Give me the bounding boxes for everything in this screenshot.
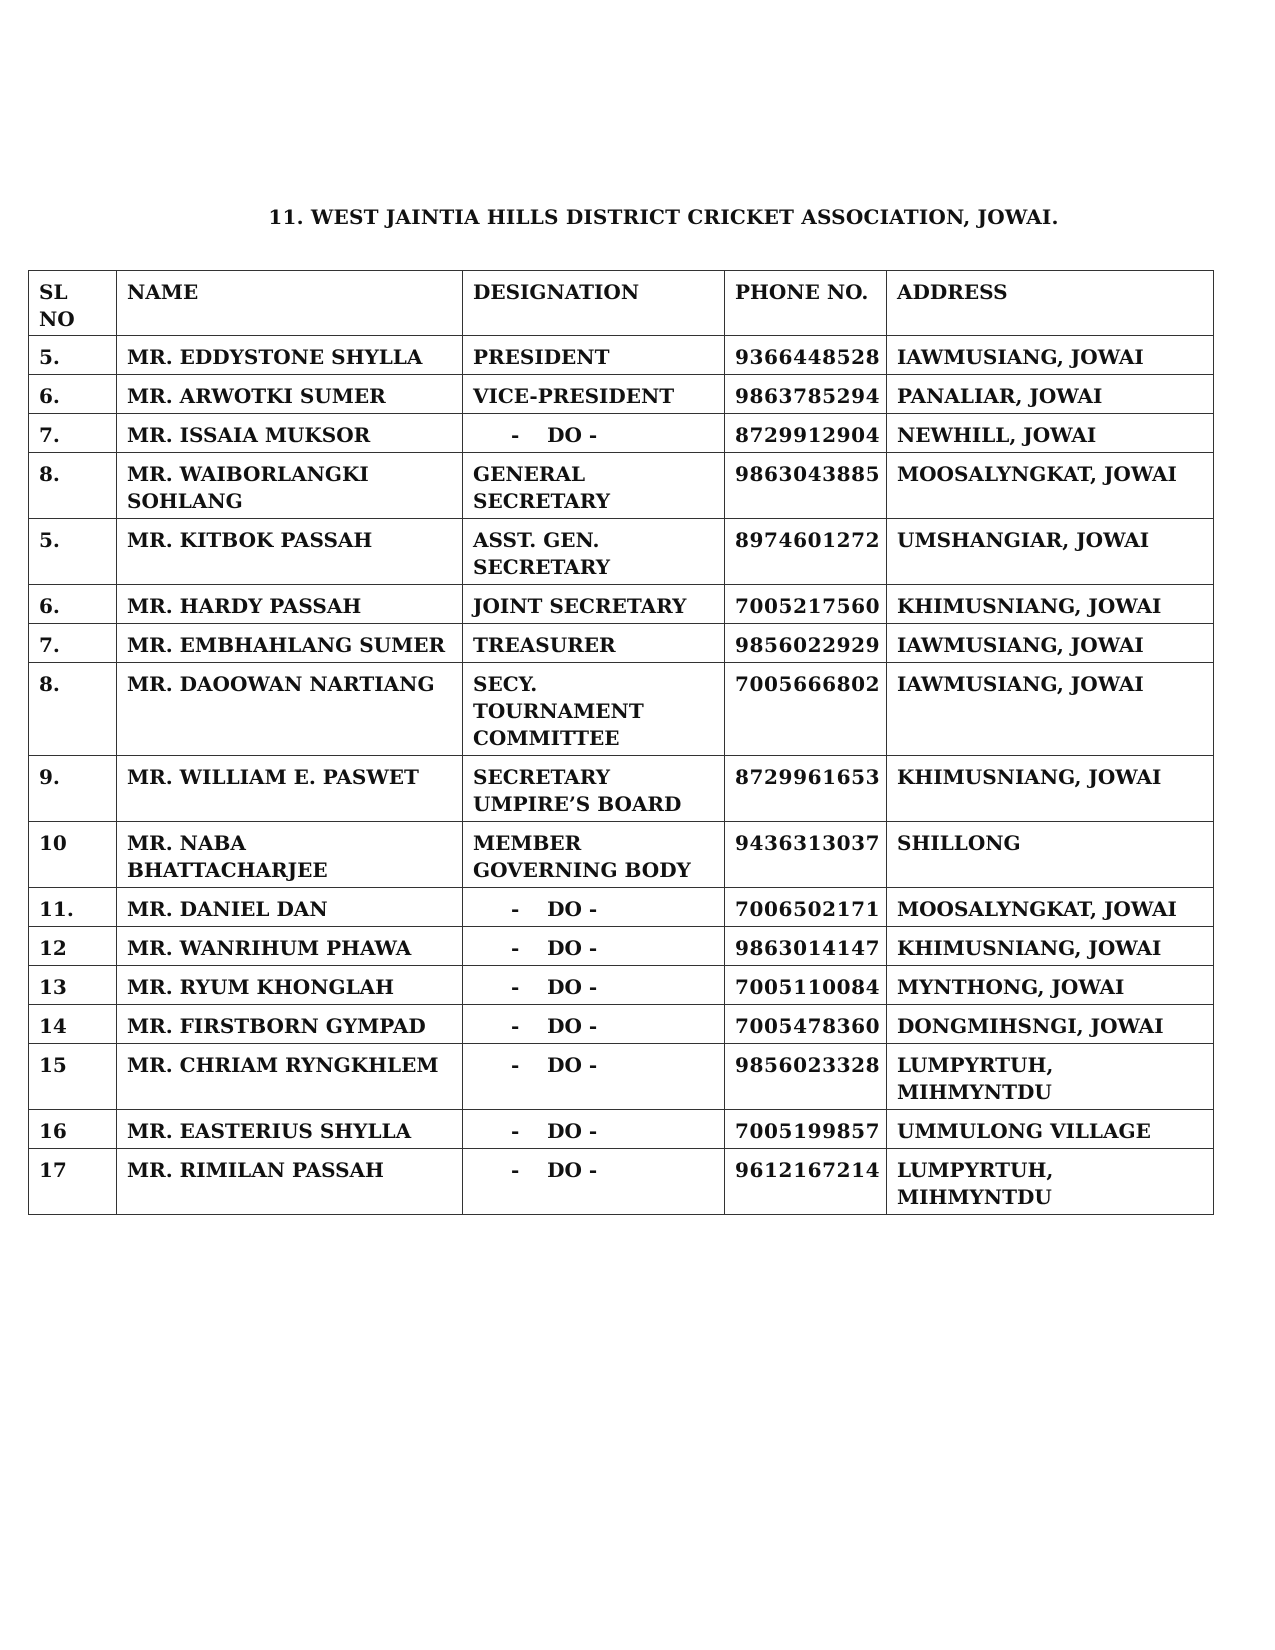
designation-cell: JOINT SECRETARY — [463, 585, 725, 624]
designation-cell: TREASURER — [463, 624, 725, 663]
ditto-mark: - DO - — [511, 1053, 598, 1077]
table-row — [29, 1149, 1214, 1215]
phone-cell: 9366448528 — [725, 336, 887, 375]
phone-cell: 7005110084 — [725, 966, 887, 1005]
address-cell: UMMULONG VILLAGE — [887, 1110, 1214, 1149]
designation-cell: GENERAL SECRETARY — [463, 453, 725, 519]
address-cell: IAWMUSIANG, JOWAI — [887, 336, 1214, 375]
address-cell: MOOSALYNGKAT, JOWAI — [887, 888, 1214, 927]
sl-no-cell: 8. — [29, 453, 117, 519]
designation-cell: SECRETARY UMPIRE’S BOARD — [463, 756, 725, 822]
address-cell: KHIMUSNIANG, JOWAI — [887, 756, 1214, 822]
name-cell: MR. EASTERIUS SHYLLA — [117, 1110, 463, 1149]
address-cell: SHILLONG — [887, 822, 1214, 888]
designation-cell — [463, 1005, 725, 1044]
table-row — [29, 519, 1214, 585]
sl-no-cell: 5. — [29, 336, 117, 375]
table-row — [29, 888, 1214, 927]
name-cell: MR. DANIEL DAN — [117, 888, 463, 927]
address-cell: IAWMUSIANG, JOWAI — [887, 663, 1214, 756]
designation-cell — [463, 966, 725, 1005]
header-sl-no: SL NO — [29, 271, 117, 336]
address-cell: IAWMUSIANG, JOWAI — [887, 624, 1214, 663]
phone-cell: 9863014147 — [725, 927, 887, 966]
sl-no-cell: 12 — [29, 927, 117, 966]
table-row — [29, 336, 1214, 375]
name-cell: MR. NABA BHATTACHARJEE — [117, 822, 463, 888]
table-row — [29, 375, 1214, 414]
address-cell: LUMPYRTUH, MIHMYNTDU — [887, 1044, 1214, 1110]
ditto-mark: - DO - — [511, 1014, 598, 1038]
ditto-mark: - DO - — [511, 423, 598, 447]
name-cell: MR. RYUM KHONGLAH — [117, 966, 463, 1005]
name-cell: MR. WILLIAM E. PASWET — [117, 756, 463, 822]
phone-cell: 9856022929 — [725, 624, 887, 663]
sl-no-cell: 15 — [29, 1044, 117, 1110]
phone-cell: 7005217560 — [725, 585, 887, 624]
sl-no-cell: 11. — [29, 888, 117, 927]
designation-cell — [463, 414, 725, 453]
name-cell: MR. EDDYSTONE SHYLLA — [117, 336, 463, 375]
table-row — [29, 624, 1214, 663]
phone-cell: 7005478360 — [725, 1005, 887, 1044]
table-row — [29, 585, 1214, 624]
sl-no-cell: 6. — [29, 375, 117, 414]
ditto-mark: - DO - — [511, 1158, 598, 1182]
sl-no-cell: 7. — [29, 624, 117, 663]
phone-cell: 9856023328 — [725, 1044, 887, 1110]
table-row — [29, 414, 1214, 453]
designation-cell — [463, 1110, 725, 1149]
ditto-mark: - DO - — [511, 1119, 598, 1143]
phone-cell: 9863043885 — [725, 453, 887, 519]
ditto-mark: - DO - — [511, 897, 598, 921]
table-row — [29, 1110, 1214, 1149]
designation-cell — [463, 1044, 725, 1110]
name-cell: MR. ARWOTKI SUMER — [117, 375, 463, 414]
header-address: ADDRESS — [887, 271, 1214, 336]
address-cell: KHIMUSNIANG, JOWAI — [887, 585, 1214, 624]
address-cell: UMSHANGIAR, JOWAI — [887, 519, 1214, 585]
sl-no-cell: 5. — [29, 519, 117, 585]
designation-cell — [463, 888, 725, 927]
table-header-row — [29, 271, 1214, 336]
sl-no-cell: 7. — [29, 414, 117, 453]
phone-cell: 9436313037 — [725, 822, 887, 888]
name-cell: MR. EMBHAHLANG SUMER — [117, 624, 463, 663]
name-cell: MR. DAOOWAN NARTIANG — [117, 663, 463, 756]
page-title: 11. WEST JAINTIA HILLS DISTRICT CRICKET ASSOCIATION, JOWAI. — [268, 205, 1059, 229]
table-row — [29, 663, 1214, 756]
address-cell: PANALIAR, JOWAI — [887, 375, 1214, 414]
table-row — [29, 822, 1214, 888]
address-cell: DONGMIHSNGI, JOWAI — [887, 1005, 1214, 1044]
address-cell: MOOSALYNGKAT, JOWAI — [887, 453, 1214, 519]
phone-cell: 7005199857 — [725, 1110, 887, 1149]
sl-no-cell: 17 — [29, 1149, 117, 1215]
designation-cell: PRESIDENT — [463, 336, 725, 375]
phone-cell: 9863785294 — [725, 375, 887, 414]
name-cell: MR. WAIBORLANGKI SOHLANG — [117, 453, 463, 519]
phone-cell: 8974601272 — [725, 519, 887, 585]
address-cell: LUMPYRTUH, MIHMYNTDU — [887, 1149, 1214, 1215]
ditto-mark: - DO - — [511, 936, 598, 960]
designation-cell: SECY. TOURNAMENT COMMITTEE — [463, 663, 725, 756]
table-row — [29, 927, 1214, 966]
header-name: NAME — [117, 271, 463, 336]
table-row — [29, 1005, 1214, 1044]
phone-cell: 7006502171 — [725, 888, 887, 927]
designation-cell: VICE-PRESIDENT — [463, 375, 725, 414]
address-cell: KHIMUSNIANG, JOWAI — [887, 927, 1214, 966]
sl-no-cell: 10 — [29, 822, 117, 888]
phone-cell: 8729961653 — [725, 756, 887, 822]
address-cell: NEWHILL, JOWAI — [887, 414, 1214, 453]
sl-no-cell: 14 — [29, 1005, 117, 1044]
name-cell: MR. KITBOK PASSAH — [117, 519, 463, 585]
name-cell: MR. WANRIHUM PHAWA — [117, 927, 463, 966]
name-cell: MR. HARDY PASSAH — [117, 585, 463, 624]
phone-cell: 8729912904 — [725, 414, 887, 453]
address-cell: MYNTHONG, JOWAI — [887, 966, 1214, 1005]
sl-no-cell: 6. — [29, 585, 117, 624]
name-cell: MR. CHRIAM RYNGKHLEM — [117, 1044, 463, 1110]
ditto-mark: - DO - — [511, 975, 598, 999]
designation-cell — [463, 1149, 725, 1215]
phone-cell: 7005666802 — [725, 663, 887, 756]
header-phone: PHONE NO. — [725, 271, 887, 336]
table-row — [29, 756, 1214, 822]
members-table — [28, 270, 1214, 1215]
sl-no-cell: 16 — [29, 1110, 117, 1149]
header-designation: DESIGNATION — [463, 271, 725, 336]
name-cell: MR. RIMILAN PASSAH — [117, 1149, 463, 1215]
designation-cell: ASST. GEN. SECRETARY — [463, 519, 725, 585]
name-cell: MR. FIRSTBORN GYMPAD — [117, 1005, 463, 1044]
table-row — [29, 453, 1214, 519]
table-row — [29, 1044, 1214, 1110]
designation-cell: MEMBER GOVERNING BODY — [463, 822, 725, 888]
name-cell: MR. ISSAIA MUKSOR — [117, 414, 463, 453]
sl-no-cell: 8. — [29, 663, 117, 756]
table-row — [29, 966, 1214, 1005]
sl-no-cell: 9. — [29, 756, 117, 822]
sl-no-cell: 13 — [29, 966, 117, 1005]
designation-cell — [463, 927, 725, 966]
phone-cell: 9612167214 — [725, 1149, 887, 1215]
